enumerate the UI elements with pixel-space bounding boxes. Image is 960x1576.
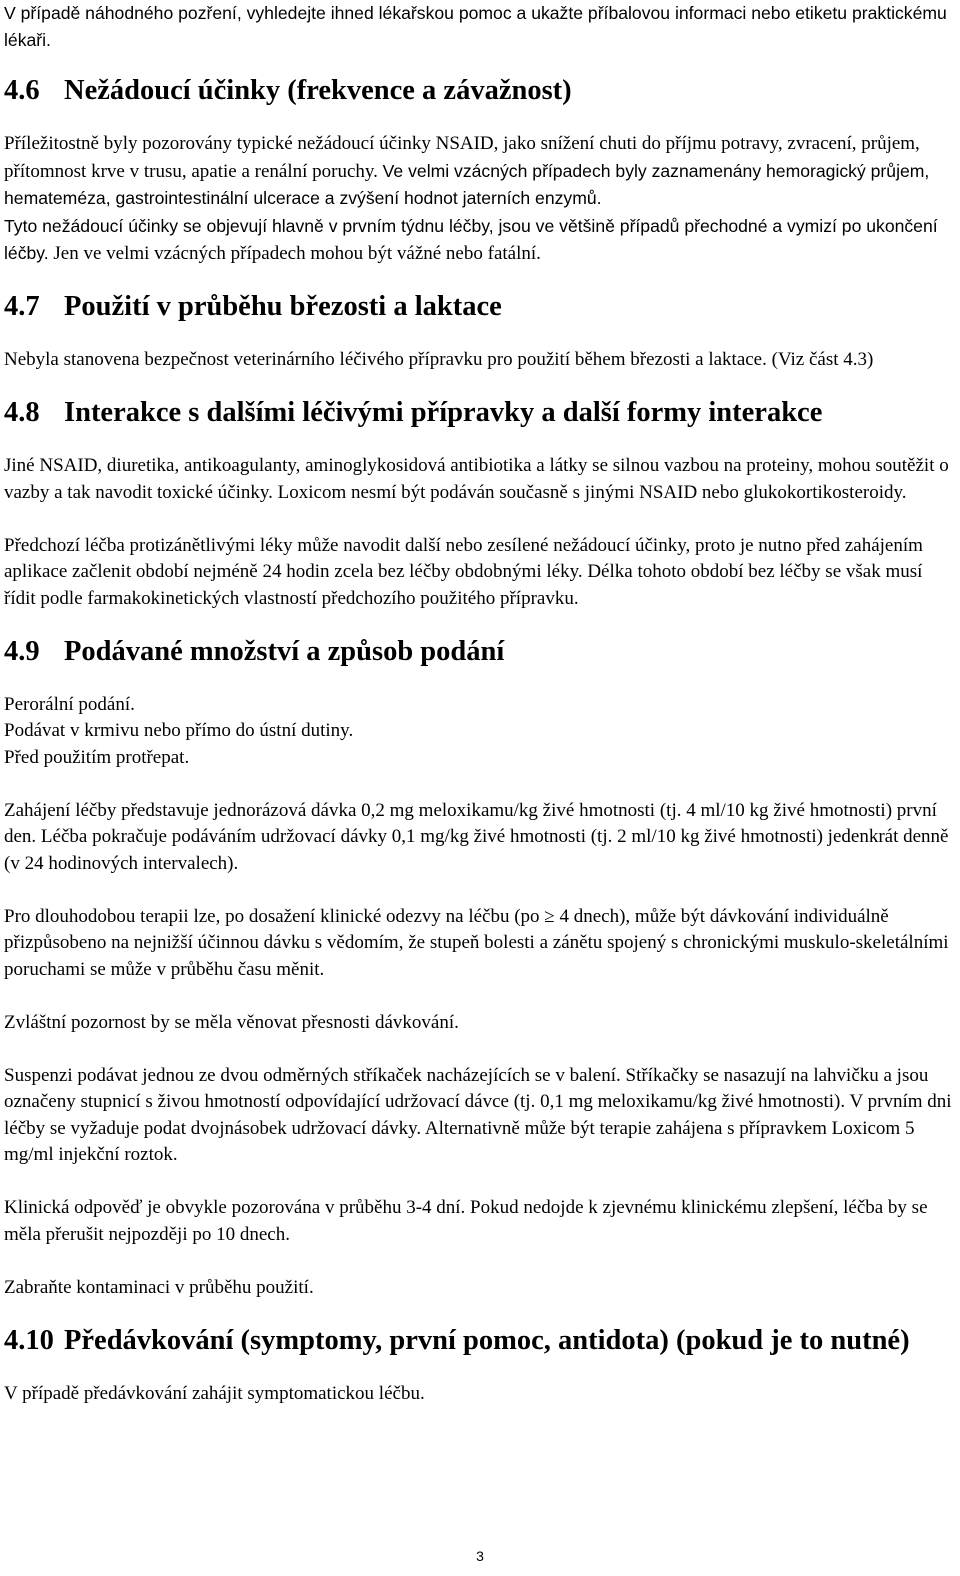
paragraph: Zvláštní pozornost by se měla věnovat přesnosti dávkování. <box>4 1011 459 1033</box>
section-title: Podávané množství a způsob podání <box>64 635 505 667</box>
paragraph: Klinická odpověď je obvykle pozorována v průběhu 3-4 dní. Pokud nedojde k zjevnému klinickému zlepšení, léčba by se měla přerušit nejpozději po 10 dnech. <box>4 1197 928 1245</box>
section-title: Interakce s dalšími léčivými přípravky a další formy interakce <box>64 397 823 428</box>
intro-paragraph: V případě náhodného pozření, vyhledejte ihned lékařskou pomoc a ukažte příbalovou informaci nebo etiketu praktickému lékaři. <box>4 3 947 50</box>
paragraph <box>4 213 956 268</box>
section-heading-4-6 <box>4 75 956 106</box>
paragraph: Suspenzi podávat jednou ze dvou odměrných stříkaček nacházejících se v balení. Stříkačky se nasazují na lahvičku a jsou označeny stupnicí s živou hmotností odpovídající udržovací dávce (tj. 0,1 mg meloxikamu/kg živé hmotnosti). V prvním dni léčby se vyžaduje podat dvojnásobek udržovací dávky. Alternativně může být terapie zahájena s přípravkem Loxicom 5 mg/ml injekční roztok. <box>4 1064 952 1165</box>
section-title: Předávkování (symptomy, první pomoc, antidota) (pokud je to nutné) <box>64 1324 910 1356</box>
paragraph: V případě předávkování zahájit symptomatickou léčbu. <box>4 1382 425 1404</box>
section-number: 4.6 <box>4 75 40 106</box>
section-number: 4.8 <box>4 397 40 428</box>
paragraph-line: Podávat v krmivu nebo přímo do ústní dutiny. <box>4 720 354 741</box>
text-run: Příležitostně byly pozorovány typické nežádoucí účinky NSAID, jako snížení chuti do příjmu potravy, zvracení, průjem, přítomnost krve v trusu, apatie a renální poruchy. <box>4 133 920 182</box>
document-page <box>4 0 956 1407</box>
paragraph: Zahájení léčby představuje jednorázová dávka 0,2 mg meloxikamu/kg živé hmotnosti (tj. 4 ml/10 kg živé hmotnosti) první den. Léčba pokračuje podáváním udržovací dávky 0,1 mg/kg živé hmotnosti (tj. 2 ml/10 kg živé hmotnosti) jedenkrát denně (v 24 hodinových intervalech). <box>4 799 949 874</box>
page-number: 3 <box>476 1548 484 1564</box>
paragraph: Nebyla stanovena bezpečnost veterinárního léčivého přípravku pro použití během březosti a laktace. (Viz část 4.3) <box>4 349 874 370</box>
section-number: 4.9 <box>4 635 40 667</box>
text-run: Ve velmi vzácných případech byly zaznamenány hemoragický průjem, hemateméza, gastrointestinální ulcerace a zvýšení hodnot jaterních enzymů. <box>4 160 930 208</box>
section-heading-4-10 <box>4 1324 956 1356</box>
paragraph: Zabraňte kontaminaci v průběhu použití. <box>4 1276 314 1298</box>
text-run: Jen ve velmi vzácných případech mohou být vážné nebo fatální. <box>53 243 541 264</box>
section-number: 4.10 <box>4 1324 54 1356</box>
section-heading-4-9 <box>4 635 956 667</box>
paragraph <box>4 131 956 213</box>
section-title: Použití v průběhu březosti a laktace <box>64 291 502 322</box>
section-number: 4.7 <box>4 291 40 322</box>
paragraph-line: Perorální podání. <box>4 693 135 715</box>
paragraph-line: Před použitím protřepat. <box>4 746 190 768</box>
paragraph: Pro dlouhodobou terapii lze, po dosažení klinické odezvy na léčbu (po ≥ 4 dnech), může být dávkování individuálně přizpůsobeno na nejnižší účinnou dávku s vědomím, že stupeň bolesti a zánětu spojený s chronickými muskulo-skeletálními poruchami se může v průběhu času měnit. <box>4 905 949 980</box>
section-heading-4-8 <box>4 397 956 428</box>
text-run: Tyto nežádoucí účinky se objevují hlavně v prvním týdnu léčby, jsou ve většině případů přechodné a vymizí po ukončení léčby. <box>4 215 938 263</box>
paragraph: Předchozí léčba protizánětlivými léky může navodit další nebo zesílené nežádoucí účinky, proto je nutno před zahájením aplikace začlenit období nejméně 24 hodin zcela bez léčby obdobnými léky. Délka tohoto období bez léčby se však musí řídit podle farmakokinetických vlastností předchozího použitého přípravku. <box>4 534 923 609</box>
section-heading-4-7 <box>4 291 956 322</box>
section-title: Nežádoucí účinky (frekvence a závažnost) <box>64 75 572 106</box>
paragraph: Jiné NSAID, diuretika, antikoagulanty, aminoglykosidová antibiotika a látky se silnou vazbou na proteiny, mohou soutěžit o vazby a tak navodit toxické účinky. Loxicom nesmí být podáván současně s jinými NSAID nebo glukokortikosteroidy. <box>4 455 949 503</box>
